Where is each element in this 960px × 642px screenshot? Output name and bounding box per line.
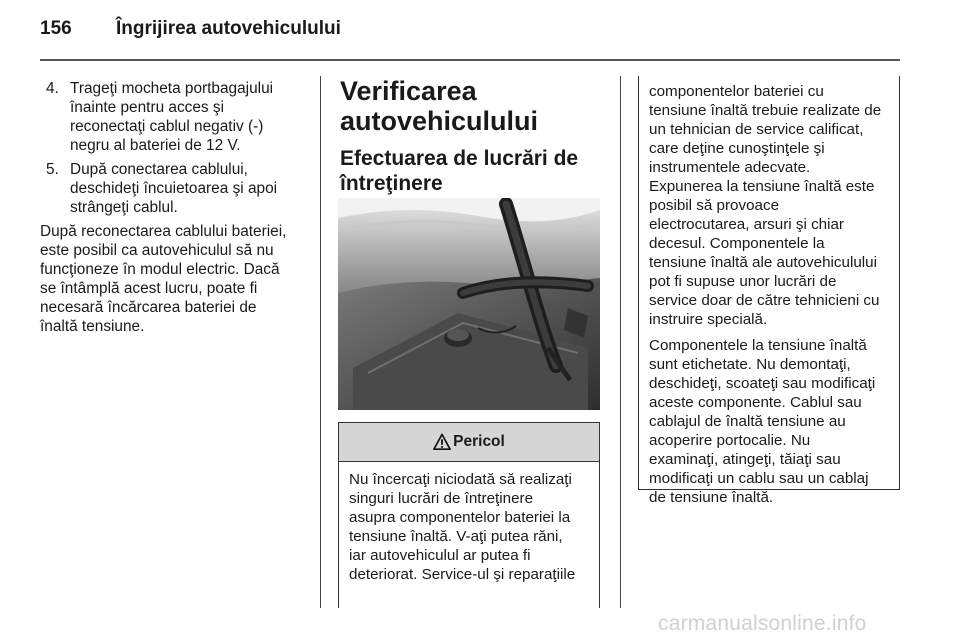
paragraph-line: înaltă tensiune. [40, 318, 145, 335]
subsection-heading [340, 146, 602, 196]
left-column [40, 79, 308, 336]
paragraph-line: electrocutarea, arsuri şi chiar [649, 216, 844, 233]
step-line: reconectaţi cablul negativ (-) [70, 118, 264, 135]
watermark: carmanualsonline.info [658, 612, 867, 635]
paragraph-line: modificaţi un cablu sau un cablaj [649, 470, 869, 487]
paragraph-line: examinaţi, atingeţi, tăiaţi sau [649, 451, 841, 468]
body-paragraph [40, 222, 308, 336]
warning-line: tensiune înaltă. V-aţi putea răni, [349, 528, 563, 545]
danger-warning-box [338, 422, 600, 608]
paragraph-line: Expunerea la tensiune înaltă este [649, 178, 875, 195]
page-number: 156 [40, 18, 72, 39]
paragraph-line: de tensiune înaltă. [649, 489, 774, 506]
paragraph-line: funcţioneze în modul electric. Dacă [40, 261, 280, 278]
middle-column [340, 76, 602, 208]
paragraph-line: tensiune înaltă ale autovehiculului [649, 254, 877, 271]
warning-line: asupra componentelor bateriei la [349, 509, 571, 526]
paragraph-line: deschideţi, scoateţi sau modificaţi [649, 375, 876, 392]
continuation-paragraph [649, 336, 891, 507]
paragraph-line: componentelor bateriei cu [649, 83, 824, 100]
paragraph-line: După reconectarea cablului bateriei, [40, 223, 287, 240]
paragraph-line: pot fi supuse unor lucrări de [649, 273, 837, 290]
step-number: 4. [46, 80, 59, 97]
paragraph-line: instruire specială. [649, 311, 768, 328]
engine-bay-photo [338, 198, 600, 410]
paragraph-line: aceste componente. Cablul sau [649, 394, 862, 411]
warning-line: singuri lucrări de întreţinere [349, 490, 534, 507]
paragraph-line: tensiune înaltă trebuie realizate de [649, 102, 882, 119]
paragraph-line: necesară încărcarea bateriei de [40, 299, 257, 316]
warning-line: deteriorat. Service-ul şi reparaţiile [349, 566, 576, 583]
paragraph-line: service doar de către tehnicieni cu [649, 292, 880, 309]
heading-line: autovehiculului [340, 106, 539, 136]
page-header [40, 18, 920, 46]
step-number: 5. [46, 161, 59, 178]
paragraph-line: care deţine cunoştinţele şi [649, 140, 825, 157]
warning-line: iar autovehiculul ar putea fi [349, 547, 531, 564]
step-item [40, 79, 308, 155]
step-line: strângeţi cablul. [70, 199, 178, 216]
paragraph-line: sunt etichetate. Nu demontaţi, [649, 356, 851, 373]
warning-title: Pericol [453, 433, 505, 450]
paragraph-line: se întâmplă acest lucru, poate fi [40, 280, 258, 297]
step-line: Trageţi mocheta portbagajului [70, 80, 274, 97]
continuation-paragraph [649, 82, 891, 329]
paragraph-line: decesul. Componentele la [649, 235, 825, 252]
warning-header [339, 423, 599, 462]
section-heading [340, 76, 602, 136]
paragraph-line: posibil să provoace [649, 197, 780, 214]
header-divider [40, 59, 900, 61]
chapter-title: Îngrijirea autovehiculului [116, 18, 341, 39]
column-divider [320, 76, 321, 608]
column-divider [620, 76, 621, 608]
paragraph-line: un tehnician de service calificat, [649, 121, 864, 138]
step-item [40, 160, 308, 217]
paragraph-line: instrumentele adecvate. [649, 159, 811, 176]
engine-bay-illustration [338, 198, 600, 410]
paragraph-line: Componentele la tensiune înaltă [649, 337, 867, 354]
warning-line: Nu încercaţi niciodată să realizaţi [349, 471, 572, 488]
paragraph-line: este posibil ca autovehiculul să nu [40, 242, 274, 259]
step-line: înainte pentru acces şi [70, 99, 224, 116]
step-line: deschideţi încuietoarea şi apoi [70, 180, 278, 197]
warning-continuation-box [638, 76, 900, 506]
heading-line: Efectuarea de lucrări de [340, 147, 579, 170]
step-line: negru al bateriei de 12 V. [70, 137, 241, 154]
warning-triangle-icon [433, 433, 451, 451]
step-line: După conectarea cablului, [70, 161, 248, 178]
paragraph-line: cablajul de înaltă tensiune au [649, 413, 846, 430]
paragraph-line: acoperire portocalie. Nu [649, 432, 811, 449]
heading-line: întreţinere [340, 172, 443, 195]
warning-text [339, 462, 599, 584]
heading-line: Verificarea [340, 76, 477, 106]
